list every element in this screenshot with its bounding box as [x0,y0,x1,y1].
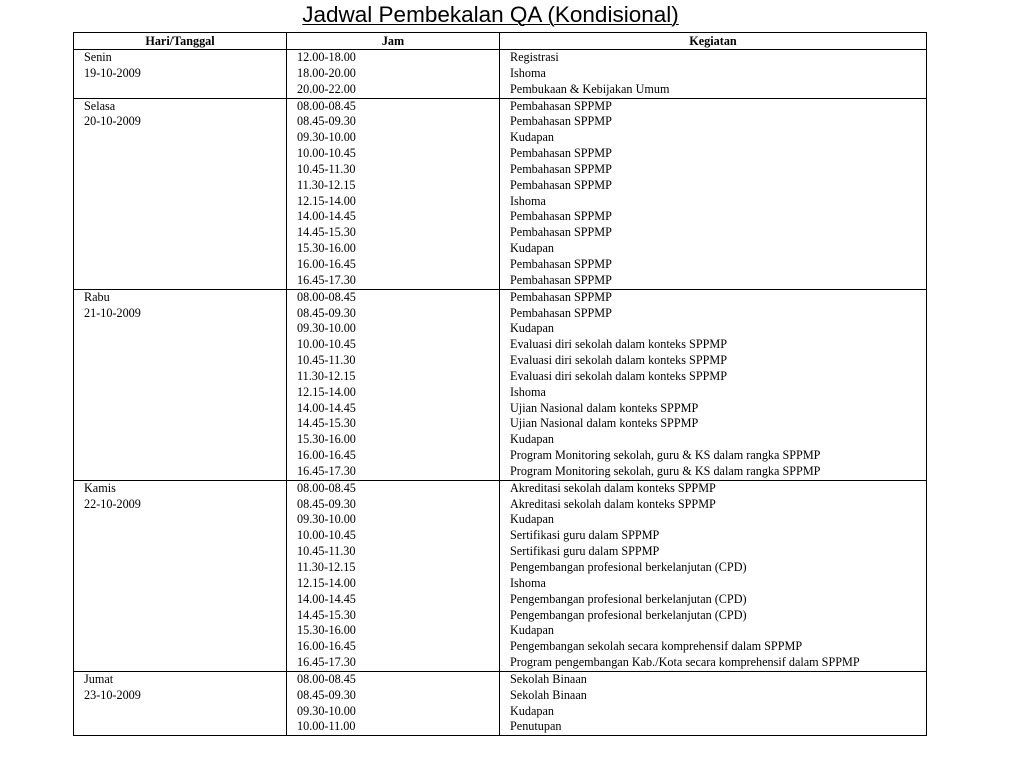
activity-item: Pembahasan SPPMP [510,256,612,271]
activity-item: Ishoma [510,65,546,80]
time-slot: 09.30-10.00 [297,703,356,718]
activity-item: Pembahasan SPPMP [510,225,612,240]
time-slot: 14.45-15.30 [297,225,356,240]
day-date: 22-10-2009 [84,496,141,511]
day-name: Jumat [84,671,114,686]
column-header-time: Jam [287,33,500,50]
activity-item: Kudapan [510,703,554,718]
day-name: Selasa [84,98,116,113]
activity-item: Sekolah Binaan [510,671,587,686]
time-slot: 09.30-10.00 [297,130,356,145]
activity-item: Pembahasan SPPMP [510,98,612,113]
activity-item: Pembahasan SPPMP [510,272,612,287]
column-header-activity: Kegiatan [500,33,927,50]
activity-item: Pengembangan profesional berkelanjutan (CPD) [510,591,747,606]
day-date: 21-10-2009 [84,305,141,320]
activity-item: Kudapan [510,432,554,447]
activity-item: Registrasi [510,50,559,64]
activity-item: Akreditasi sekolah dalam konteks SPPMP [510,496,716,511]
activity-item: Pengembangan profesional berkelanjutan (CPD) [510,560,747,574]
activity-item: Evaluasi diri sekolah dalam konteks SPPMP [510,368,727,383]
time-slot: 16.00-16.45 [297,639,356,654]
time-slot: 08.00-08.45 [297,671,356,686]
activity-item: Pembahasan SPPMP [510,161,612,176]
day-date-cell [74,98,287,289]
time-slot: 12.15-14.00 [297,193,356,208]
time-slot: 10.00-11.00 [297,719,356,734]
time-slot: 12.00-18.00 [297,50,356,64]
activity-cell [500,98,927,289]
activity-item: Pembahasan SPPMP [510,114,612,129]
activity-item: Pembahasan SPPMP [510,305,612,320]
time-cell [287,289,500,480]
activity-cell [500,671,927,735]
activity-item: Sekolah Binaan [510,687,587,702]
time-slot: 08.00-08.45 [297,289,356,304]
time-slot: 11.30-12.15 [297,177,356,192]
day-name: Rabu [84,289,110,304]
activity-item: Pembahasan SPPMP [510,289,612,304]
activity-item: Sertifikasi guru dalam SPPMP [510,544,660,559]
day-date-cell [74,50,287,99]
table-row [74,480,927,671]
page-title: Jadwal Pembekalan QA (Kondisional) [302,2,679,27]
activity-item: Ishoma [510,384,546,399]
time-slot: 18.00-20.00 [297,65,356,80]
time-slot: 14.00-14.45 [297,591,356,606]
time-slot: 15.30-16.00 [297,432,356,447]
time-slot: 15.30-16.00 [297,623,356,638]
activity-item: Akreditasi sekolah dalam konteks SPPMP [510,480,716,495]
table-row [74,289,927,480]
activity-item: Sertifikasi guru dalam SPPMP [510,528,660,543]
time-slot: 09.30-10.00 [297,321,356,336]
time-slot: 08.45-09.30 [297,114,356,129]
activity-item: Ujian Nasional dalam konteks SPPMP [510,416,699,431]
day-name: Kamis [84,480,116,495]
activity-item: Program pengembangan Kab./Kota secara komprehensif dalam SPPMP [510,655,860,670]
time-slot: 11.30-12.15 [297,368,356,383]
time-slot: 16.00-16.45 [297,256,356,271]
activity-item: Kudapan [510,321,554,336]
activity-cell [500,289,927,480]
activity-item: Pembahasan SPPMP [510,209,612,224]
time-slot: 10.00-10.45 [297,146,356,161]
time-cell [287,50,500,99]
time-slot: 08.45-09.30 [297,687,356,702]
activity-item: Program Monitoring sekolah, guru & KS dalam rangka SPPMP [510,448,821,463]
activity-item: Pengembangan profesional berkelanjutan (CPD) [510,607,747,622]
table-row [74,50,927,99]
activity-item: Ishoma [510,575,546,590]
time-slot: 15.30-16.00 [297,241,356,256]
activity-item: Pengembangan sekolah secara komprehensif dalam SPPMP [510,639,803,654]
activity-item: Pembahasan SPPMP [510,177,612,192]
time-slot: 16.45-17.30 [297,272,356,287]
time-cell [287,98,500,289]
table-header-row [74,33,927,50]
time-slot: 12.15-14.00 [297,575,356,590]
time-slot: 16.45-17.30 [297,655,356,670]
activity-cell [500,50,927,99]
schedule-body [74,50,927,736]
activity-item: Ujian Nasional dalam konteks SPPMP [510,400,699,415]
activity-item: Penutupan [510,719,562,734]
time-slot: 10.45-11.30 [297,161,356,176]
activity-item: Evaluasi diri sekolah dalam konteks SPPMP [510,353,727,368]
time-slot: 16.00-16.45 [297,448,356,463]
activity-item: Pembahasan SPPMP [510,146,612,161]
time-slot: 08.00-08.45 [297,98,356,113]
day-date: 23-10-2009 [84,687,141,702]
table-row [74,98,927,289]
time-slot: 14.00-14.45 [297,209,356,224]
day-date: 20-10-2009 [84,114,141,129]
activity-cell [500,480,927,671]
day-name: Senin [84,50,112,64]
activity-item: Pembukaan & Kebijakan Umum [510,81,670,96]
time-slot: 12.15-14.00 [297,384,356,399]
day-date-cell [74,480,287,671]
activity-item: Kudapan [510,512,554,527]
table-row [74,671,927,735]
time-slot: 10.45-11.30 [297,353,356,368]
activity-item: Evaluasi diri sekolah dalam konteks SPPMP [510,337,727,352]
time-slot: 10.00-10.45 [297,337,356,352]
time-cell [287,480,500,671]
activity-item: Ishoma [510,193,546,208]
time-slot: 09.30-10.00 [297,512,356,527]
time-slot: 08.45-09.30 [297,305,356,320]
time-slot: 10.45-11.30 [297,544,356,559]
activity-item: Kudapan [510,241,554,256]
day-date: 19-10-2009 [84,65,141,80]
time-slot: 10.00-10.45 [297,528,356,543]
schedule-table [73,32,927,736]
activity-item: Kudapan [510,130,554,145]
time-slot: 08.00-08.45 [297,480,356,495]
time-slot: 16.45-17.30 [297,463,356,478]
time-slot: 14.00-14.45 [297,400,356,415]
activity-item: Kudapan [510,623,554,638]
time-slot: 14.45-15.30 [297,416,356,431]
time-slot: 20.00-22.00 [297,81,356,96]
column-header-day-date: Hari/Tanggal [74,33,287,50]
activity-item: Program Monitoring sekolah, guru & KS dalam rangka SPPMP [510,463,821,478]
day-date-cell [74,289,287,480]
time-slot: 08.45-09.30 [297,496,356,511]
day-date-cell [74,671,287,735]
time-cell [287,671,500,735]
time-slot: 14.45-15.30 [297,607,356,622]
time-slot: 11.30-12.15 [297,560,356,574]
